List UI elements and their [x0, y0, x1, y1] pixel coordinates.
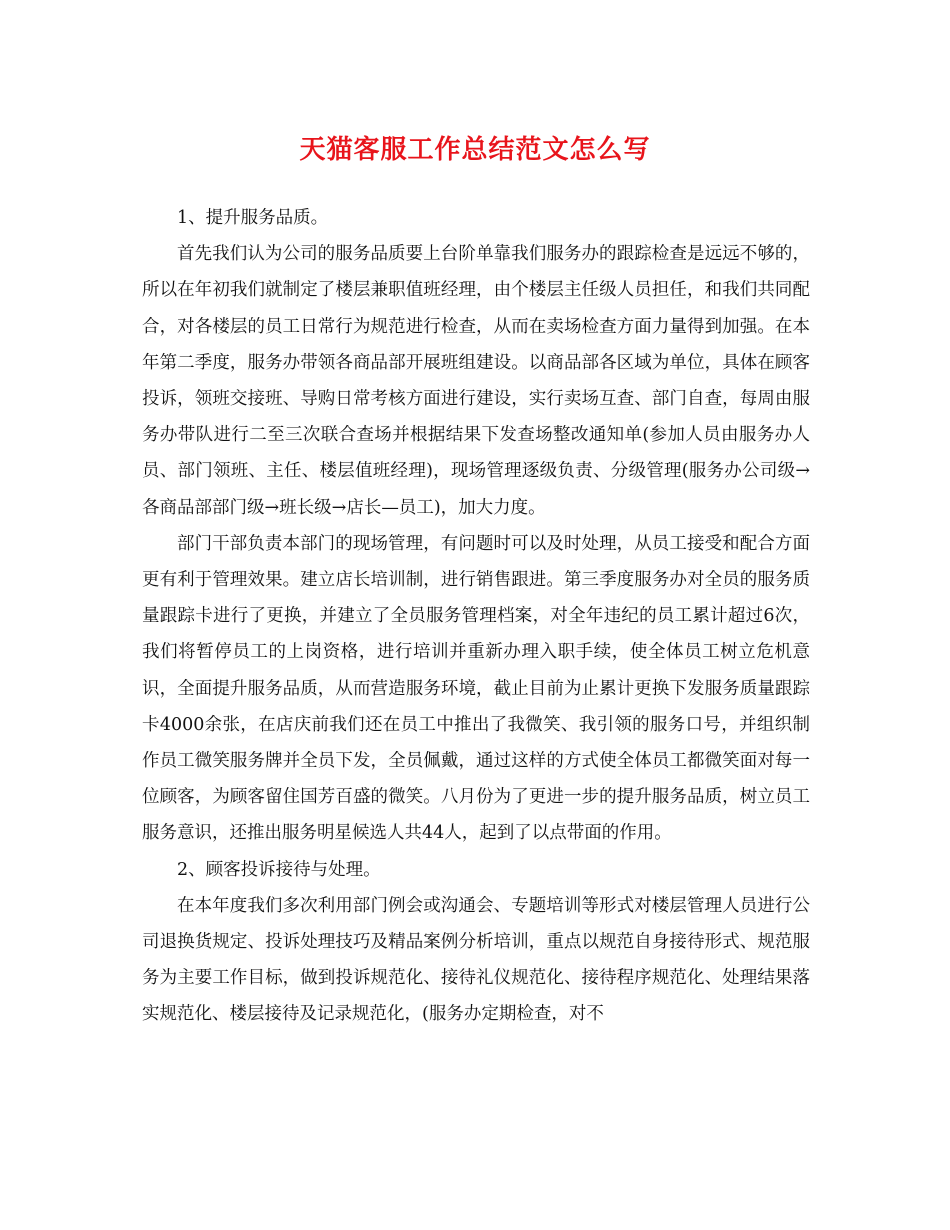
document-title: 天猫客服工作总结范文怎么写 — [299, 135, 651, 165]
heading-2: 2、顾客投诉接待与处理。 — [177, 859, 381, 880]
heading-1: 1、提升服务品质。 — [177, 208, 329, 228]
document-body — [142, 200, 810, 1033]
paragraph: 首先我们认为公司的服务品质要上台阶单靠我们服务办的跟踪检查是远远不够的，所以在年初我们就制定了楼层兼职值班经理，由个楼层主任级人员担任，和我们共同配合，对各楼层的员工日常行为规范进行检查，从而在卖场检查方面力量得到加强。在本年第二季度，服务办带领各商品部开展班组建设。以商品部各区域为单位，具体在顾客投诉，领班交接班、导购日常考核方面进行建设，实行卖场互查、部门自查，每周由服务办带队进行二至三次联合查场并根据结果下发查场整改通知单(参加人员由服务办人员、部门领班、主任、楼层值班经理)，现场管理逐级负责、分级管理(服务办公司级→各商品部部门级→班长级→店长—员工)，加大力度。 — [142, 244, 810, 518]
paragraph: 部门干部负责本部门的现场管理，有问题时可以及时处理，从员工接受和配合方面更有利于管理效果。建立店长培训制，进行销售跟进。第三季度服务办对全员的服务质量跟踪卡进行了更换，并建立了全员服务管理档案，对全年违纪的员工累计超过6次，我们将暂停员工的上岗资格，进行培训并重新办理入职手续，使全体员工树立危机意识，全面提升服务品质，从而营造服务环境，截止目前为止累计更换下发服务质量跟踪卡4000余张，在店庆前我们还在员工中推出了我微笑、我引领的服务口号，并组织制作员工微笑服务牌并全员下发，全员佩戴，通过这样的方式使全体员工都微笑面对每一位顾客，为顾客留住国芳百盛的微笑。八月份为了更进一步的提升服务品质，树立员工服务意识，还推出服务明星候选人共44人，起到了以点带面的作用。 — [142, 533, 810, 844]
paragraph: 在本年度我们多次利用部门例会或沟通会、专题培训等形式对楼层管理人员进行公司退换货规定、投诉处理技巧及精品案例分析培训，重点以规范自身接待形式、规范服务为主要工作目标，做到投诉规范化、接待礼仪规范化、接待程序规范化、处理结果落实规范化、楼层接待及记录规范化，(服务办定期检查，对不 — [142, 895, 810, 1025]
